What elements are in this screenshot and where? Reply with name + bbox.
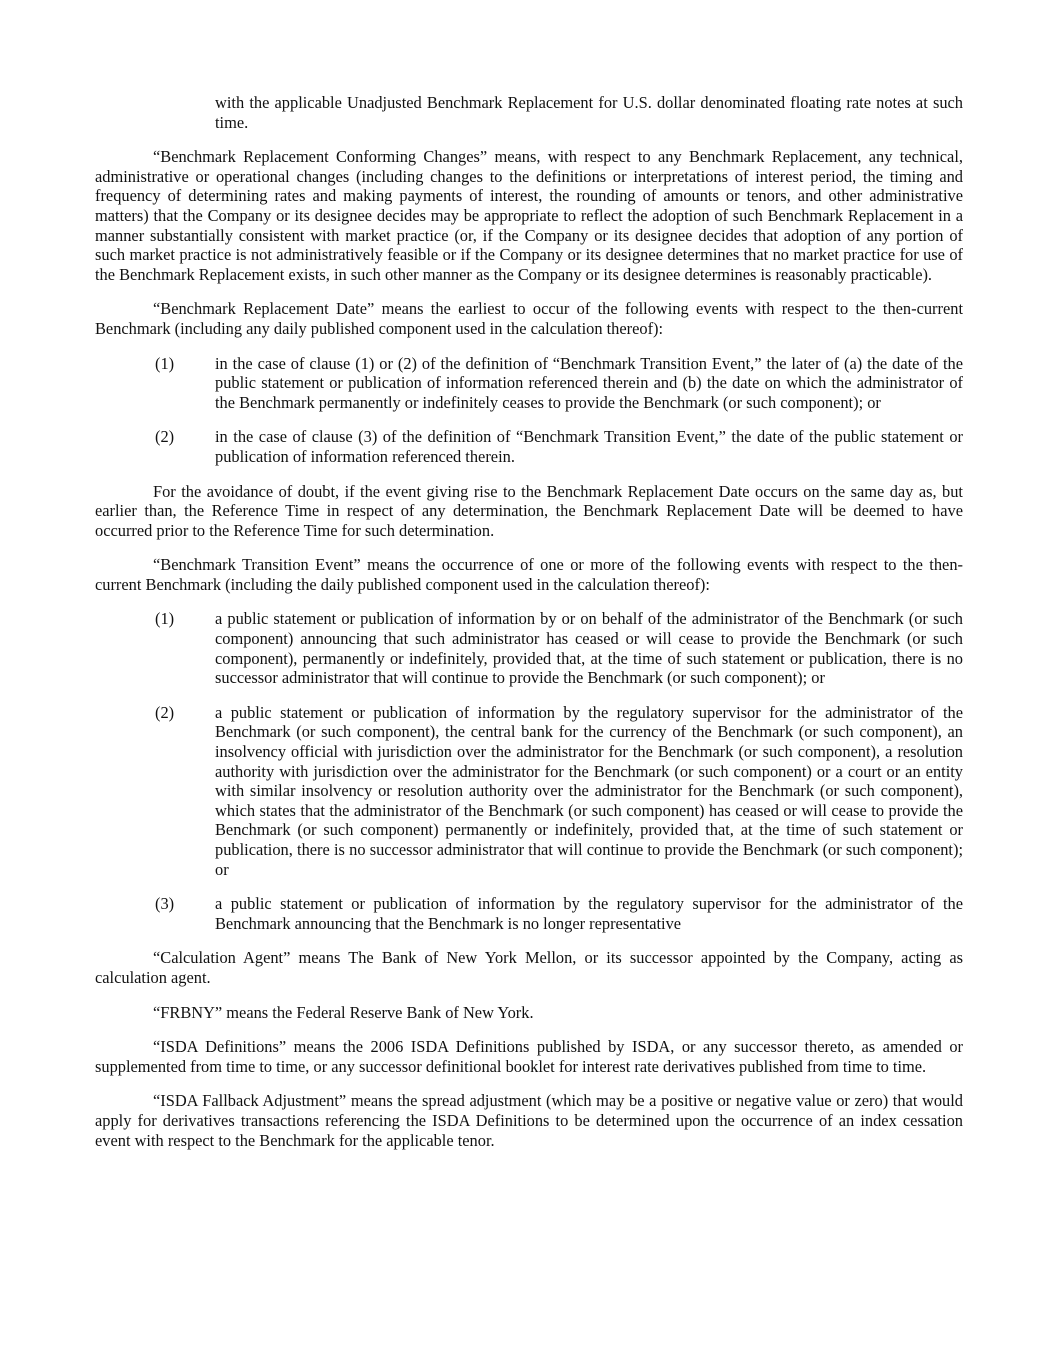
paragraph-avoidance-of-doubt: For the avoidance of doubt, if the event giving rise to the Benchmark Replacement Date occurs on the same day as, but earlier than, the Reference Time in respect of any determination, the Benchmark Replacement Date will be deemed to have occurred prior to the Reference Time for such determination. bbox=[95, 481, 963, 540]
replacement-date-item-2 bbox=[95, 427, 963, 466]
replacement-date-item-1 bbox=[95, 354, 963, 413]
item-text: a public statement or publication of information by the regulatory supervisor for the administrator of the Benchmark announcing that the Benchmark is no longer representative bbox=[215, 894, 963, 933]
item-number: (3) bbox=[155, 894, 175, 914]
transition-event-item-1 bbox=[95, 609, 963, 687]
definition-isda-definitions: “ISDA Definitions” means the 2006 ISDA Definitions published by ISDA, or any successor thereto, as amended or supplemented from time to time, or any successor definitional booklet for interest rate derivatives published from time to time. bbox=[95, 1037, 963, 1076]
definition-benchmark-transition-event: “Benchmark Transition Event” means the occurrence of one or more of the following events with respect to the then-current Benchmark (including the daily published component used in the calculation thereof): bbox=[95, 555, 963, 594]
item-text: a public statement or publication of information by or on behalf of the administrator of the Benchmark (or such component) announcing that such administrator has ceased or will cease to provide the Benchmark (or such component), permanently or indefinitely, provided that, at the time of such statement or publication, there is no successor administrator that will continue to provide the Benchmark (or such component); or bbox=[215, 609, 963, 688]
document-page bbox=[95, 93, 963, 1165]
transition-event-item-3 bbox=[95, 894, 963, 933]
definition-benchmark-replacement-conforming-changes: “Benchmark Replacement Conforming Changes” means, with respect to any Benchmark Replacement, any technical, administrative or operational changes (including changes to the definitions or interpretations of interest period, the timing and frequency of determining rates and making payments of interest, the rounding of amounts or tenors, and other administrative matters) that the Company or its designee decides may be appropriate to reflect the adoption of such Benchmark Replacement in a manner substantially consistent with market practice (or, if the Company or its designee decides that adoption of any portion of such market practice is not administratively feasible or if the Company or its designee determines that no market practice for use of the Benchmark Replacement exists, in such other manner as the Company or its designee determines is reasonably practicable). bbox=[95, 147, 963, 284]
definition-calculation-agent: “Calculation Agent” means The Bank of New York Mellon, or its successor appointed by the Company, acting as calculation agent. bbox=[95, 948, 963, 987]
item-number: (2) bbox=[155, 702, 175, 722]
definition-isda-fallback-adjustment: “ISDA Fallback Adjustment” means the spread adjustment (which may be a positive or negative value or zero) that would apply for derivatives transactions referencing the ISDA Definitions to be determined upon the occurrence of an index cessation event with respect to the Benchmark for the applicable tenor. bbox=[95, 1091, 963, 1150]
definition-frbny: “FRBNY” means the Federal Reserve Bank of New York. bbox=[153, 1002, 534, 1022]
definition-benchmark-replacement-date: “Benchmark Replacement Date” means the earliest to occur of the following events with respect to the then-current Benchmark (including any daily published component used in the calculation thereof): bbox=[95, 299, 963, 338]
item-text: in the case of clause (3) of the definition of “Benchmark Transition Event,” the date of the public statement or publication of information referenced therein. bbox=[215, 427, 963, 466]
item-number: (1) bbox=[155, 353, 175, 373]
item-number: (2) bbox=[155, 427, 175, 447]
item-text: in the case of clause (1) or (2) of the definition of “Benchmark Transition Event,” the later of (a) the date of the public statement or publication of information referenced therein and (b) the date on which the administrator of the Benchmark permanently or indefinitely ceases to provide the Benchmark (or such component); or bbox=[215, 353, 963, 412]
item-number: (1) bbox=[155, 609, 175, 629]
transition-event-item-2 bbox=[95, 703, 963, 879]
item-text: a public statement or publication of information by the regulatory supervisor for the administrator of the Benchmark (or such component), the central bank for the currency of the Benchmark (or such component), an insolvency official with jurisdiction over the administrator for the Benchmark (or such component), a resolution authority with jurisdiction over the administrator for the Benchmark (or such component) or a court or an entity with similar insolvency or resolution authority over the administrator for the Benchmark (or such component), which states that the administrator of the Benchmark (or such component) has ceased or will cease to provide the Benchmark (or such component) permanently or indefinitely, provided that, at the time of such statement or publication, there is no successor administrator that will continue to provide the Benchmark (or such component); or bbox=[215, 702, 963, 879]
paragraph-continuation: with the applicable Unadjusted Benchmark Replacement for U.S. dollar denominated floating rate notes at such time. bbox=[215, 93, 963, 132]
